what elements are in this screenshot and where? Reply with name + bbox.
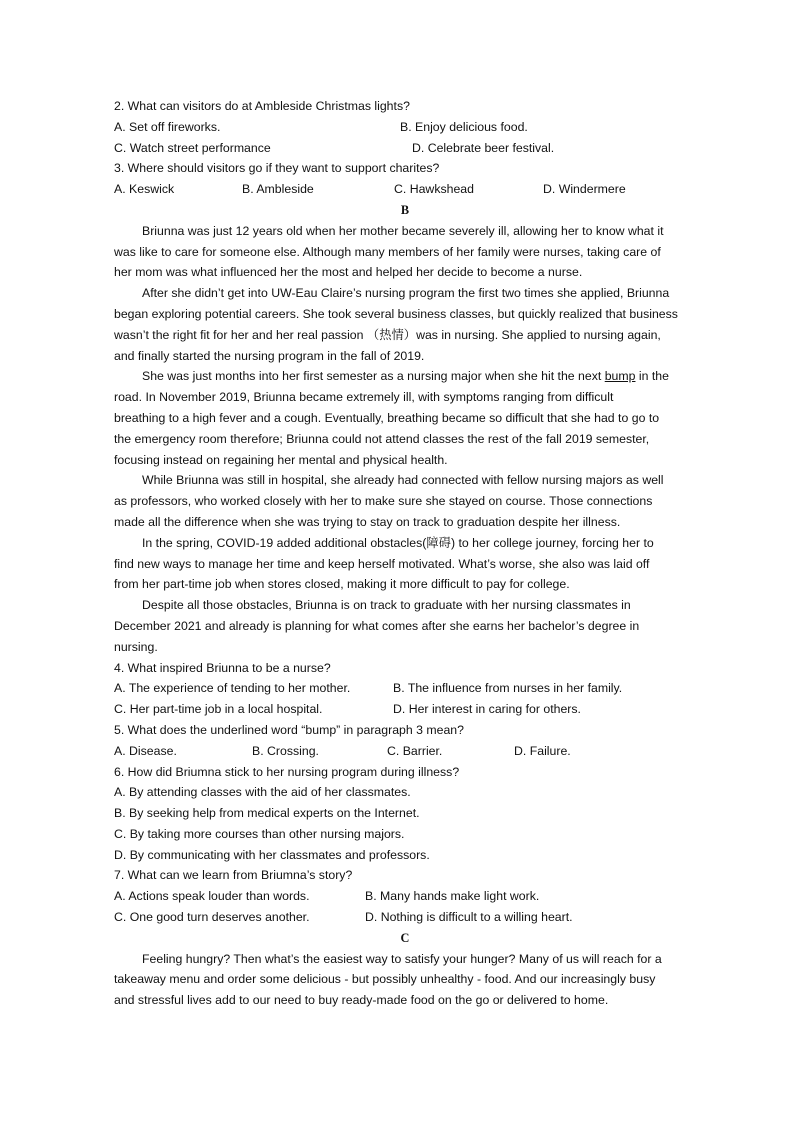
passage-b-p6-line-1: Despite all those obstacles, Briunna is on track to graduate with her nursing classmates in (142, 598, 631, 613)
section-c-heading: C (400, 930, 410, 945)
q3-option-a: A. Keswick (114, 182, 175, 197)
passage-c-p1-line-2: takeaway menu and order some delicious - but possibly unhealthy - food. And our increasingly busy (114, 972, 656, 987)
question-4: 4. What inspired Briunna to be a nurse? (114, 660, 331, 675)
q2-option-c: C. Watch street performance (114, 140, 271, 155)
passage-b-p3-line-1 (114, 366, 696, 387)
q6-option-a: A. By attending classes with the aid of her classmates. (114, 785, 411, 800)
question-4-options-row-1 (114, 678, 696, 699)
question-4-options-row-2 (114, 699, 696, 720)
q5-option-c: C. Barrier. (387, 743, 443, 758)
q4-option-a: A. The experience of tending to her mother. (114, 681, 351, 696)
page-content (114, 96, 696, 1011)
q2-option-a: A. Set off fireworks. (114, 119, 221, 134)
q5-option-d: D. Failure. (514, 743, 571, 758)
passage-b-p3-line-3: breathing to a high fever and a cough. Eventually, breathing became so difficult that she had to go to (114, 410, 660, 425)
q6-option-d: D. By communicating with her classmates and professors. (114, 847, 430, 862)
q7-option-a: A. Actions speak louder than words. (114, 889, 310, 904)
q4-option-c: C. Her part-time job in a local hospital. (114, 702, 323, 717)
q3-option-b: B. Ambleside (242, 182, 314, 197)
question-7-options-row-2 (114, 907, 696, 928)
passage-b-p1-line-2: was like to care for someone else. Although many members of her family were nurses, taking care of (114, 244, 661, 259)
q3-option-d: D. Windermere (543, 182, 626, 197)
passage-b-p5-line-3: from her part-time job when stores closed, making it more difficult to pay for college. (114, 577, 570, 592)
question-7: 7. What can we learn from Briumna’s story? (114, 868, 353, 883)
q6-option-b: B. By seeking help from medical experts on the Internet. (114, 806, 420, 821)
q7-option-c: C. One good turn deserves another. (114, 910, 310, 925)
question-2-options-row-2 (114, 138, 696, 159)
question-7-options-row-1 (114, 886, 696, 907)
passage-b-p5-line-1: In the spring, COVID-19 added additional obstacles(障碍) to her college journey, forcing her to (142, 535, 654, 550)
passage-b-p6-line-2: December 2021 and already is planning for what comes after she earns her bachelor’s degree in (114, 618, 640, 633)
section-b-heading: B (400, 202, 410, 217)
passage-b-p3-line-5: focusing instead on regaining her mental and physical health. (114, 452, 448, 467)
q5-option-a: A. Disease. (114, 743, 177, 758)
q3-option-c: C. Hawkshead (394, 182, 474, 197)
p3-text-before-bump: She was just months into her first semester as a nursing major when she hit the next (142, 369, 605, 384)
passage-b-p2-line-3: wasn’t the right fit for her and her real passion （热情）was in nursing. She applied to nursing again, (114, 327, 661, 342)
question-3: 3. Where should visitors go if they want to support charites? (114, 161, 440, 176)
passage-b-p5-line-2: find new ways to manage her time and keep herself motivated. What’s worse, she also was laid off (114, 556, 650, 571)
passage-b-p2-line-2: began exploring potential careers. She took several business classes, but quickly realized that business (114, 306, 678, 321)
passage-b-p1-line-1: Briunna was just 12 years old when her mother became severely ill, allowing her to know what it (142, 223, 664, 238)
passage-b-p4-line-3: made all the difference when she was trying to stay on track to graduation despite her illness. (114, 514, 621, 529)
q4-option-b: B. The influence from nurses in her family. (393, 681, 623, 696)
passage-b-p3-line-2: road. In November 2019, Briunna became extremely ill, with symptoms ranging from difficult (114, 390, 614, 405)
question-2: 2. What can visitors do at Ambleside Christmas lights? (114, 99, 410, 113)
passage-b-p4-line-1: While Briunna was still in hospital, she already had connected with fellow nursing majors as well (142, 473, 664, 488)
passage-c-p1-line-1: Feeling hungry? Then what’s the easiest way to satisfy your hunger? Many of us will reach for a (142, 951, 662, 966)
question-2-options-row-1 (114, 117, 696, 138)
question-5: 5. What does the underlined word “bump” in paragraph 3 mean? (114, 722, 464, 737)
passage-b-p2-line-1: After she didn’t get into UW-Eau Claire’s nursing program the first two times she applied, Briunna (142, 286, 670, 301)
q4-option-d: D. Her interest in caring for others. (393, 702, 581, 717)
passage-c-p1-line-3: and stressful lives add to our need to buy ready-made food on the go or delivered to home. (114, 993, 609, 1008)
q2-option-b: B. Enjoy delicious food. (400, 119, 528, 134)
passage-b-p1-line-3: her mom was what influenced her the most and helped her decide to become a nurse. (114, 265, 583, 280)
passage-b-p6-line-3: nursing. (114, 639, 158, 654)
q2-option-d: D. Celebrate beer festival. (412, 140, 555, 155)
q6-option-c: C. By taking more courses than other nursing majors. (114, 826, 405, 841)
question-3-options (114, 179, 696, 200)
question-6: 6. How did Briumna stick to her nursing program during illness? (114, 764, 460, 779)
passage-b-p2-line-4: and finally started the nursing program in the fall of 2019. (114, 348, 425, 363)
passage-b-p4-line-2: as professors, who worked closely with her to make sure she stayed on course. Those connections (114, 494, 653, 509)
underlined-word-bump: bump (604, 369, 636, 384)
q5-option-b: B. Crossing. (252, 743, 319, 758)
q7-option-b: B. Many hands make light work. (365, 889, 540, 904)
passage-b-p3-line-4: the emergency room therefore; Briunna could not attend classes the rest of the fall 2019 semester, (114, 431, 650, 446)
question-5-options (114, 741, 696, 762)
p3-text-after-bump: in the (635, 369, 669, 384)
q7-option-d: D. Nothing is difficult to a willing heart. (365, 910, 573, 925)
